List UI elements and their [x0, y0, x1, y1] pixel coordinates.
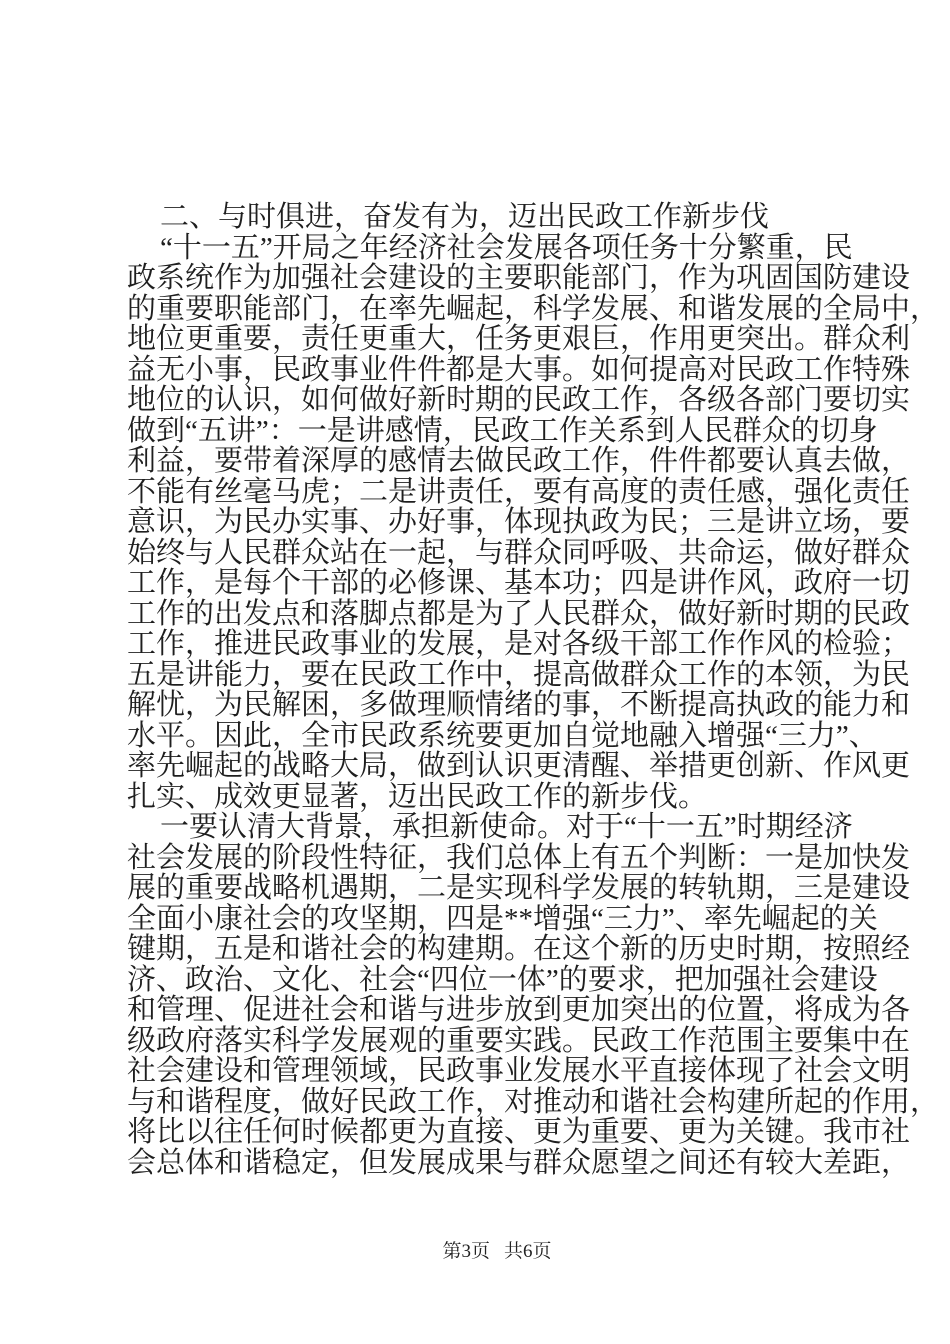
paragraph-big-background — [127, 811, 940, 1179]
text-line: 扎实、成效更显著，迈出民政工作的新步伐。 — [127, 780, 708, 813]
text-line: 做到“五讲”：一是讲感情，民政工作关系到人民群众的切身 — [127, 414, 878, 447]
text-line: 解忧，为民解困，多做理顺情绪的事，不断提高执政的能力和 — [127, 689, 911, 721]
paragraph-five-speaks — [127, 231, 940, 813]
text-line: 展的重要战略机遇期，二是实现科学发展的转轨期，三是建设 — [127, 872, 911, 904]
text-line: 级政府落实科学发展观的重要实践。民政工作范围主要集中在 — [127, 1024, 911, 1057]
text-line: 与和谐程度，做好民政工作，对推动和谐社会构建所起的作用， — [127, 1085, 940, 1118]
text-line: 将比以往任何时候都更为直接、更为重要、更为关键。我市社 — [127, 1116, 911, 1148]
text-line: 工作，是每个干部的必修课、基本功；四是讲作风，政府一切 — [127, 567, 911, 599]
text-line: “十一五”开局之年经济社会发展各项任务十分繁重，民 — [160, 231, 853, 264]
text-line: 益无小事，民政事业件件都是大事。如何提高对民政工作特殊 — [127, 353, 911, 386]
text-line: 二、与时俱进，奋发有为，迈出民政工作新步伐 — [160, 201, 770, 233]
text-line: 意识，为民办实事、办好事，体现执政为民；三是讲立场，要 — [127, 506, 911, 538]
text-line: 率先崛起的战略大局，做到认识更清醒、举措更创新、作风更 — [127, 750, 911, 782]
text-line: 不能有丝毫马虎；二是讲责任，要有高度的责任感，强化责任 — [127, 475, 911, 508]
text-line: 工作，推进民政事业的发展，是对各级干部工作作风的检验； — [127, 628, 911, 660]
section-heading — [127, 202, 839, 233]
text-line: 始终与人民群众站在一起，与群众同呼吸、共命运，做好群众 — [127, 536, 911, 569]
text-line: 五是讲能力，要在民政工作中，提高做群众工作的本领，为民 — [127, 658, 911, 691]
text-line: 济、政治、文化、社会“四位一体”的要求，把加强社会建设 — [127, 963, 878, 996]
text-line: 政系统作为加强社会建设的主要职能部门，作为巩固国防建设 — [127, 262, 911, 294]
text-line: 的重要职能部门，在率先崛起，科学发展、和谐发展的全局中， — [127, 292, 940, 325]
page-footer — [22, 1236, 950, 1263]
text-line: 社会发展的阶段性特征，我们总体上有五个判断：一是加快发 — [127, 841, 911, 874]
text-line: 利益，要带着深厚的感情去做民政工作，件件都要认真去做， — [127, 445, 911, 477]
text-line: 地位更重要，责任更重大，任务更艰巨，作用更突出。群众利 — [127, 323, 911, 355]
text-line: 键期，五是和谐社会的构建期。在这个新的历史时期，按照经 — [127, 933, 911, 965]
text-line: 地位的认识，如何做好新时期的民政工作，各级各部门要切实 — [127, 384, 911, 416]
document-body — [127, 201, 940, 1179]
text-line: 全面小康社会的攻坚期，四是**增强“三力”、率先崛起的关 — [127, 902, 878, 935]
text-line: 社会建设和管理领域，民政事业发展水平直接体现了社会文明 — [127, 1055, 911, 1087]
text-line: 水平。因此，全市民政系统要更加自觉地融入增强“三力”、 — [127, 719, 878, 752]
page-number-total: 共6页 — [504, 1241, 552, 1262]
text-line: 一要认清大背景，承担新使命。对于“十一五”时期经济 — [160, 811, 853, 843]
text-line: 会总体和谐稳定，但发展成果与群众愿望之间还有较大差距， — [127, 1146, 911, 1179]
page-number-current: 第3页 — [442, 1241, 490, 1262]
text-line: 和管理、促进社会和谐与进步放到更加突出的位置，将成为各 — [127, 994, 911, 1026]
text-line: 工作的出发点和落脚点都是为了人民群众，做好新时期的民政 — [127, 597, 911, 630]
